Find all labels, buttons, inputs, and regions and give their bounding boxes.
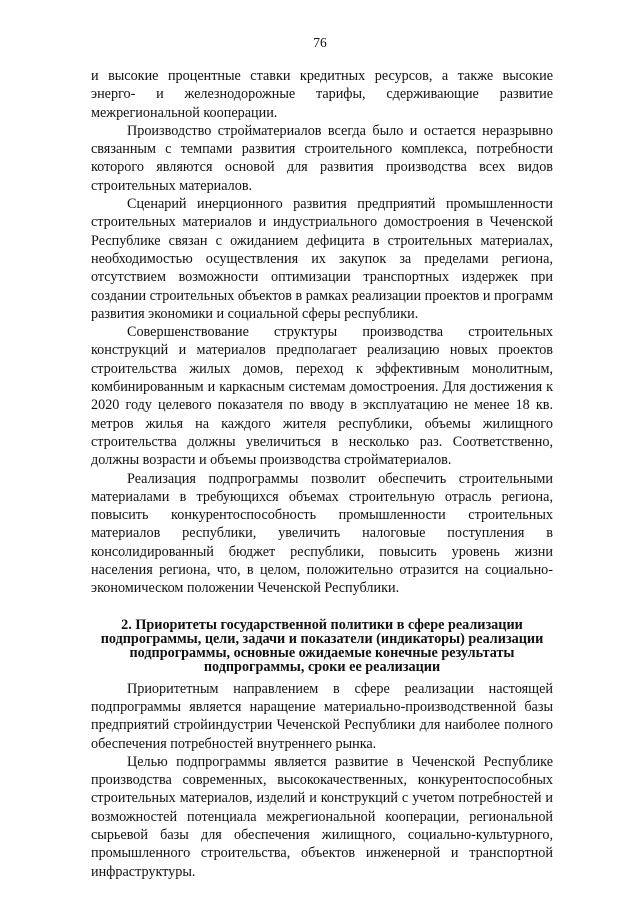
paragraph-production: Производство стройматериалов всегда было и остается неразрывно связанным с темпами развития строительного комплекса, потребности которого являются основой для развития производства всех видов строительных материалов. — [91, 122, 553, 194]
paragraph-implementation: Реализация подпрограммы позволит обеспечить строительными материалами в требующихся объемах строительную отрасль региона, повысить конкурентоспособность промышленности строительных материалов республики, увеличить налоговые поступления в консолидированный бюджет республики, повысить уровень жизни населения региона, что, в целом, положительно отразится на социально-экономическом положении Чеченской Республики. — [91, 470, 553, 597]
paragraph-continuation: и высокие процентные ставки кредитных ресурсов, а также высокие энерго- и железнодорожные тарифы, сдерживающие развитие межрегиональной кооперации. — [91, 68, 553, 121]
paragraph-goal: Целью подпрограммы является развитие в Чеченской Республике производства современных, высококачественных, конкурентоспособных строительных материалов, изделий и конструкций с учетом потребностей и возможностей потенциала межрегиональной кооперации, региональной сырьевой базы для обеспечения жилищного, социально-культурного, промышленного строительства, объектов инженерной и транспортной инфраструктуры. — [91, 753, 553, 880]
paragraph-priority-direction: Приоритетным направлением в сфере реализации настоящей подпрограммы является наращение материально-производственной базы предприятий стройиндустрии Чеченской Республики для наиболее полного обеспечения потребностей внутреннего рынка. — [91, 680, 553, 752]
paragraph-structure-improvement: Совершенствование структуры производства строительных конструкций и материалов предполагает реализацию новых проектов строительства жилых домов, переход к эффективным монолитным, комбинированным и каркасным системам домостроения. Для достижения к 2020 году целевого показателя по вводу в эксплуатацию не менее 18 кв. метров жилья на каждого жителя республики, объемы жилищного строительства должны увеличиться в несколько раз. Соответственно, должны возрасти и объемы производства стройматериалов. — [91, 324, 553, 469]
paragraph-inertial-scenario: Сценарий инерционного развития предприятий промышленности строительных материалов и индустриального домостроения в Чеченской Республике связан с ожиданием дефицита в строительных материалах, необходимостью осуществления их закупок за пределами региона, отсутствием возможности оптимизации транспортных издержек при создании строительных объектов в рамках реализации проектов и программ развития экономики и социальной сферы республики. — [91, 196, 554, 322]
document-body — [91, 67, 553, 881]
section-heading: 2. Приоритеты государственной политики в сфере реализации подпрограммы, цели, задачи и показатели (индикаторы) реализации подпрограммы, основные ожидаемые конечные результаты подпрограммы, сроки ее реализации — [100, 616, 544, 675]
page-number: 76 — [313, 35, 327, 50]
